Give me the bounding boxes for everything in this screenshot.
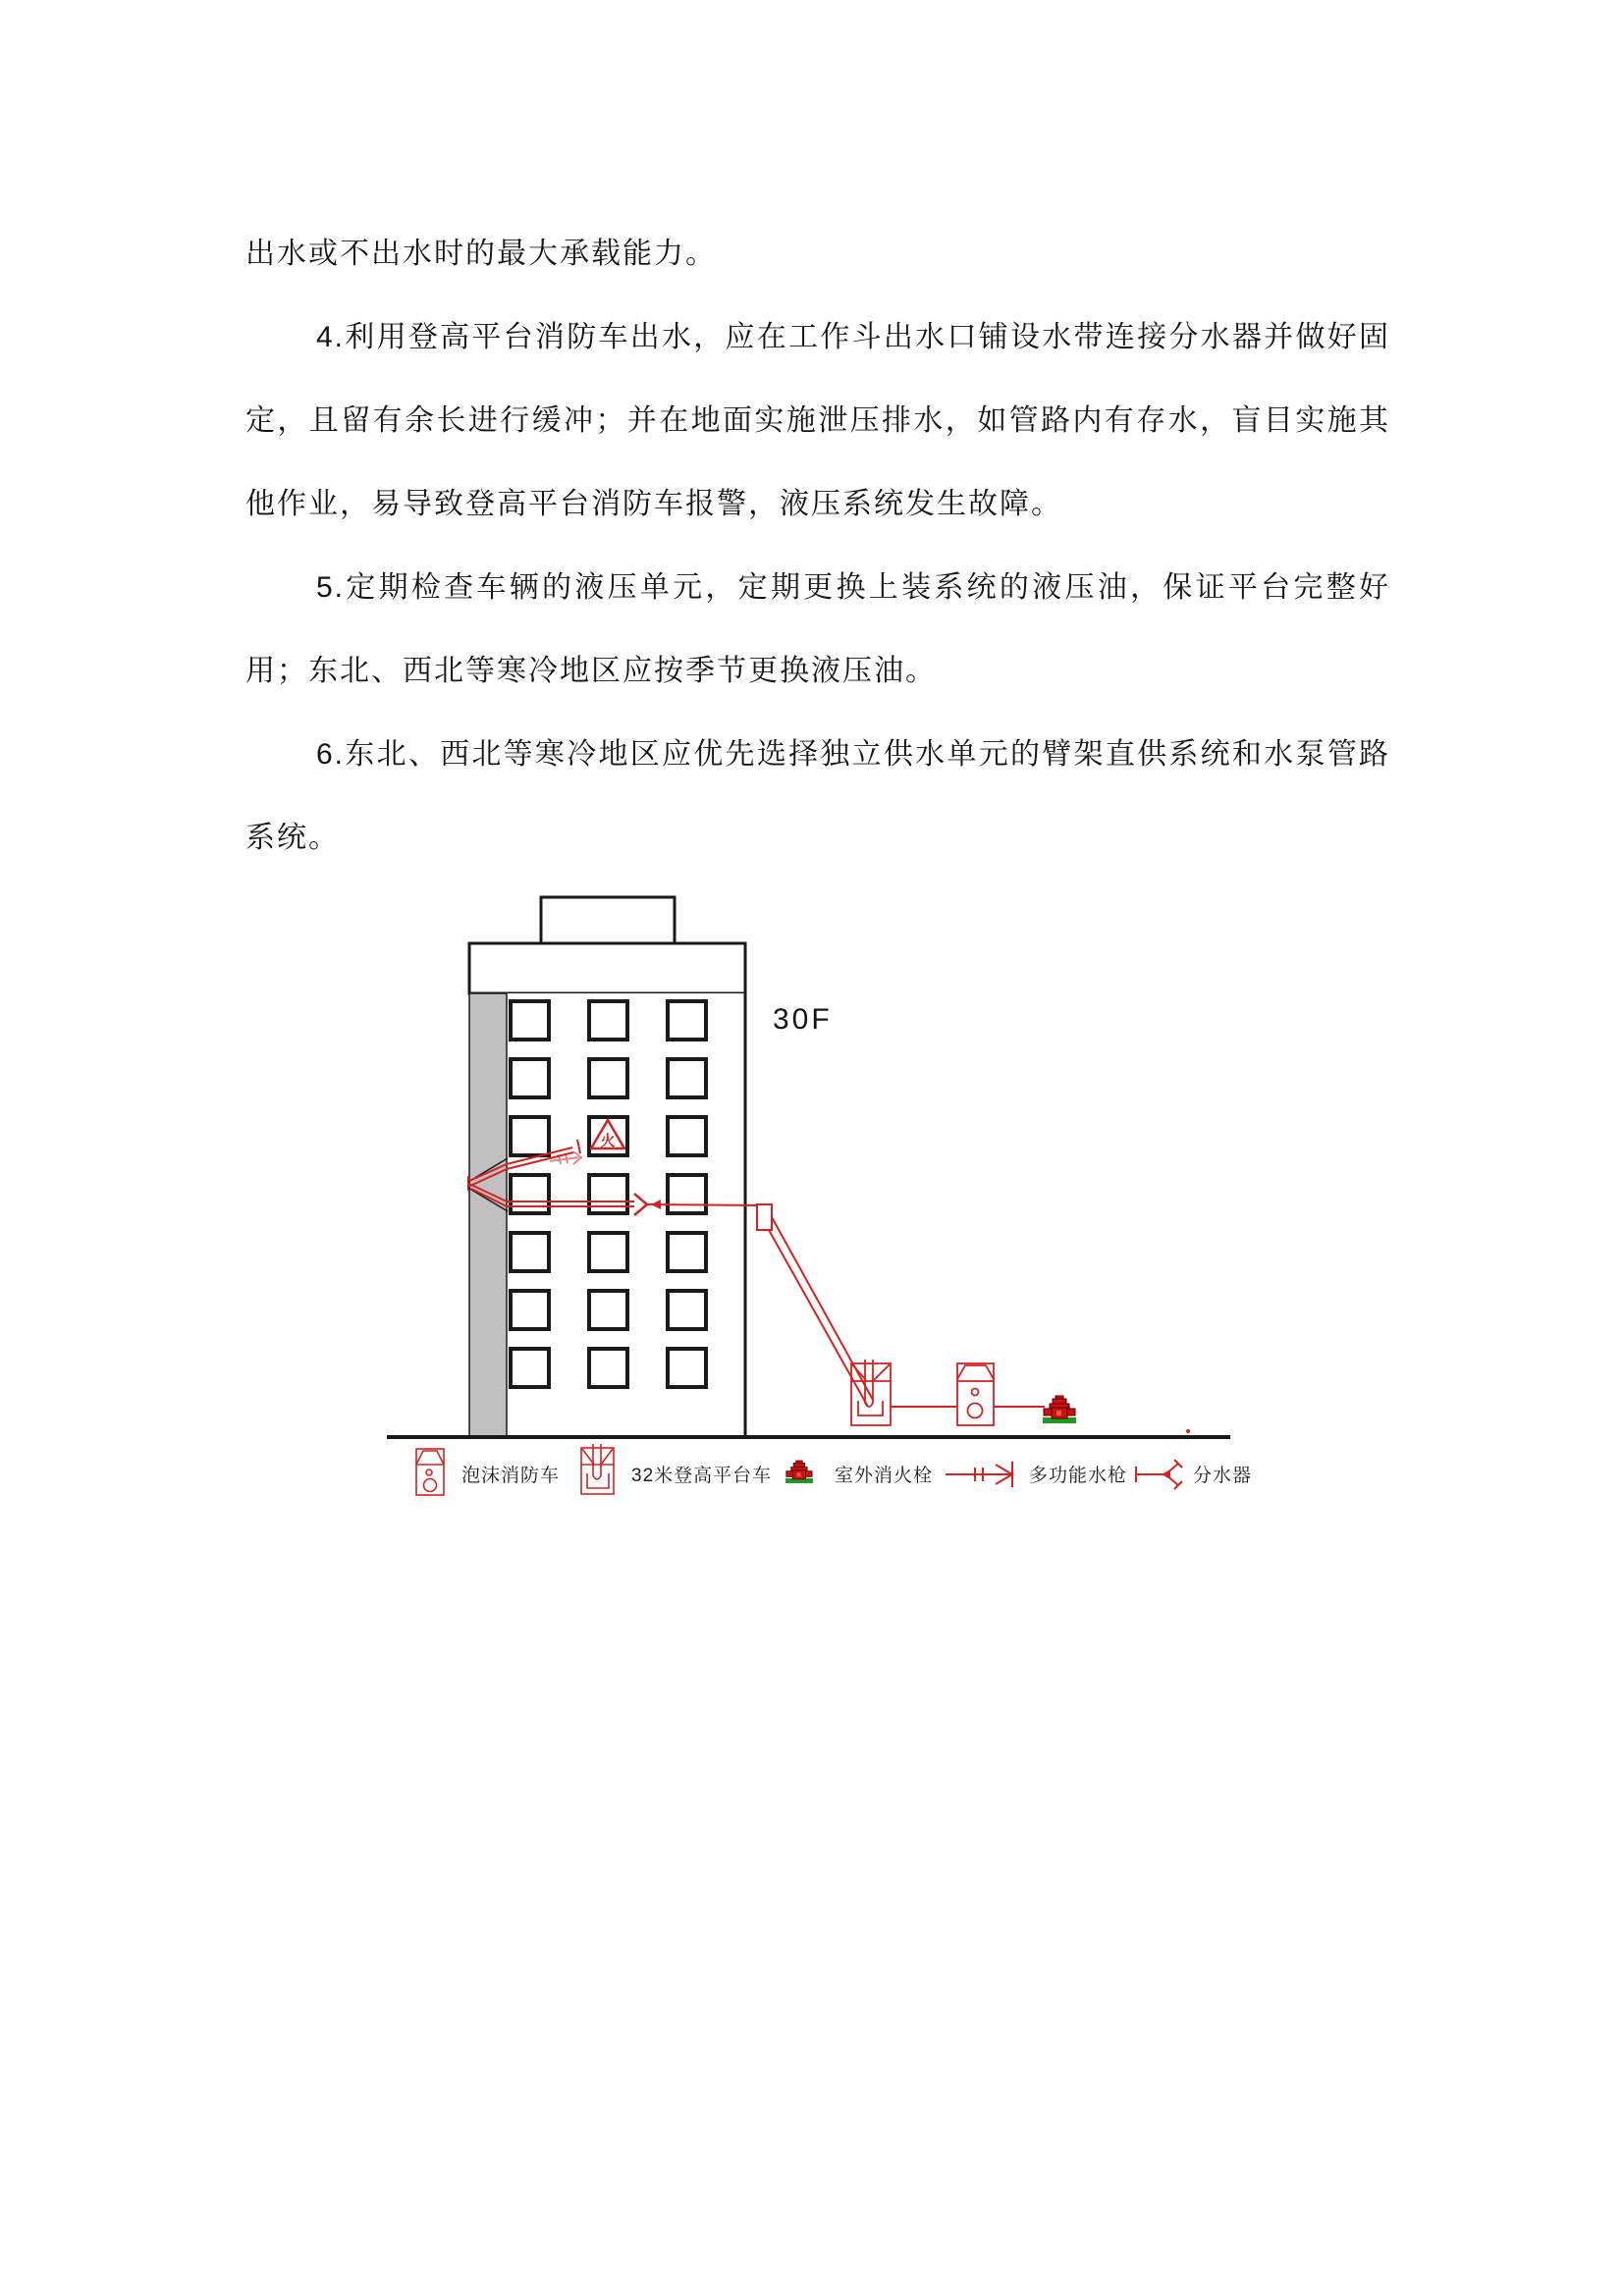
paragraph-item-4: 4.利用登高平台消防车出水，应在工作斗出水口铺设水带连接分水器并做好固定，且留有余长进行缓冲；并在地面实施泄压排水，如管路内有存水，盲目实施其他作业，易导致登高平台消防车报警，液压系统发生故障。 (245, 321, 1390, 520)
legend-label-hydrant: 室外消火栓 (835, 1466, 934, 1486)
legend (416, 1444, 1252, 1495)
paragraph-continuation: 出水或不出水时的最大承载能力。 (245, 238, 717, 270)
aerial-platform-truck-icon (581, 1444, 614, 1494)
work-basket (757, 1204, 772, 1230)
foam-fire-truck (957, 1363, 994, 1425)
paragraph-item-6: 6.东北、西北等寒冷地区应优先选择独立供水单元的臂架直供系统和水泵管路系统。 (245, 738, 1390, 854)
legend-label-platform-truck: 32米登高平台车 (631, 1466, 773, 1486)
legend-label-water-gun: 多功能水枪 (1029, 1466, 1128, 1486)
aerial-boom (769, 1217, 873, 1407)
paragraph-item-5: 5.定期检查车辆的液压单元，定期更换上装系统的液压油，保证平台完整好用；东北、西北等寒冷地区应按季节更换液压油。 (245, 571, 1390, 687)
outdoor-hydrant-icon (785, 1461, 813, 1483)
outdoor-hydrant (1043, 1396, 1076, 1423)
legend-label-foam-truck: 泡沫消防车 (461, 1466, 561, 1486)
stray-red-mark (1186, 1429, 1190, 1433)
fire-character: 火 (600, 1133, 616, 1149)
multifunction-water-gun-icon (946, 1462, 1012, 1487)
legend-label-water-divider: 分水器 (1193, 1466, 1253, 1486)
rooftop-structure (541, 897, 675, 943)
floor-count-label: 30F (773, 1003, 833, 1036)
foam-fire-truck-icon (416, 1449, 444, 1495)
water-divider-icon (1136, 1460, 1182, 1489)
window-grid (511, 1001, 706, 1387)
roof-band (469, 943, 745, 993)
aerial-platform-truck (851, 1360, 891, 1425)
building-side-wall (469, 993, 507, 1437)
